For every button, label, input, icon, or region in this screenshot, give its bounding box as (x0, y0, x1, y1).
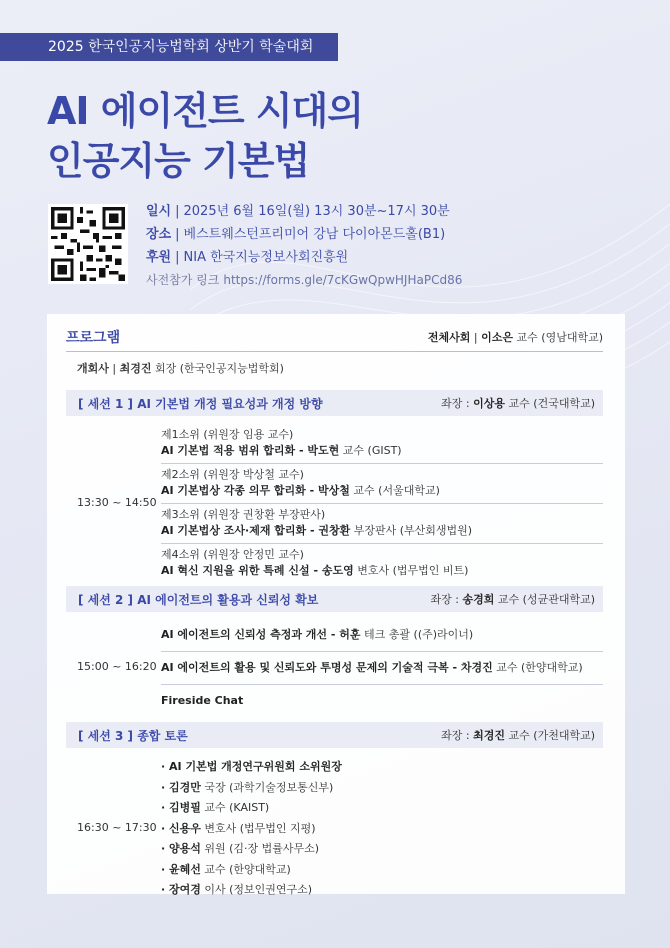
program-title: 프로그램 (66, 330, 121, 346)
session-1-time: 13:30 ~ 14:50 (77, 496, 157, 509)
list-item: AI 에이전트의 활용 및 신뢰도와 투명성 문제의 기술적 극복 - 차경진 교수 (한양대학교) (161, 652, 603, 685)
list-item: Fireside Chat (161, 694, 244, 707)
title-line-1: AI 에이전트 시대의 (47, 89, 363, 133)
session-3-items (161, 757, 603, 901)
session-2-items (161, 619, 603, 717)
list-item: AI 에이전트의 신뢰성 측정과 개선 - 허훈 테크 총괄 ((주)라이너) (161, 619, 603, 652)
title-line-2: 인공지능 기본법 (47, 139, 310, 183)
session-2-header: [ 세션 2 ] AI 에이전트의 활용과 신뢰성 확보 좌장 : 송경희 교수 (성균관대학교) (66, 586, 603, 612)
session-1-items (161, 424, 603, 583)
session-1-header: [ 세션 1 ] AI 기본법 개정 필요성과 개정 방향 좌장 : 이상용 교수 (건국대학교) (66, 390, 603, 416)
list-item: · 김병필 교수 (KAIST) (161, 801, 270, 814)
list-item: 제4소위 (위원장 안정민 교수) AI 혁신 지원을 위한 특례 신설 - 송도영 변호사 (법무법인 비트) (161, 548, 469, 577)
place-row: 장소 | 베스트웨스턴프리미어 강남 다이아몬드홀(B1) (146, 227, 446, 242)
list-item: · 양용석 위원 (김·장 법률사무소) (161, 842, 320, 855)
registration-row: 사전참가 링크 https://forms.gle/7cKGwQpwHJHaPCd86 (146, 273, 463, 287)
session-3-header: [ 세션 3 ] 종합 토론 좌장 : 최경진 교수 (가천대학교) (66, 722, 603, 748)
list-item: · 김경만 국장 (과학기술정보통신부) (161, 780, 334, 794)
opening-remarks: 개회사 | 최경진 회장 (한국인공지능법학회) (77, 362, 284, 375)
list-item: · 장여경 이사 (정보인권연구소) (161, 883, 313, 896)
list-item: · 윤혜선 교수 (한양대학교) (161, 862, 291, 876)
qr-code-icon[interactable] (48, 204, 128, 284)
event-info (146, 200, 462, 292)
program-header (66, 324, 603, 350)
sponsor-row: 후원 | NIA 한국지능정보사회진흥원 (146, 250, 349, 265)
list-item: 제1소위 (위원장 임용 교수) AI 기본법 적용 범위 합리화 - 박도현 교수 (GIST) (161, 424, 603, 464)
session-2-time: 15:00 ~ 16:20 (77, 660, 157, 673)
list-item: · AI 기본법 개정연구위원회 소위원장 (161, 760, 342, 773)
event-badge: 2025 한국인공지능법학회 상반기 학술대회 (0, 33, 338, 61)
divider (66, 351, 603, 352)
program-panel (47, 314, 625, 894)
page-title (47, 86, 363, 186)
list-item: · 신용우 변호사 (법무법인 지평) (161, 821, 316, 835)
registration-link[interactable]: https://forms.gle/7cKGwQpwHJHaPCd86 (223, 273, 463, 287)
mc-info: 전체사회 | 이소은 교수 (영남대학교) (427, 331, 603, 344)
date-row: 일시 | 2025년 6월 16일(월) 13시 30분~17시 30분 (146, 204, 450, 219)
session-3-time: 16:30 ~ 17:30 (77, 821, 157, 834)
list-item: 제2소위 (위원장 박상철 교수) AI 기본법상 각종 의무 합리화 - 박상철 교수 (서울대학교) (161, 464, 603, 504)
list-item: 제3소위 (위원장 권창환 부장판사) AI 기본법상 조사·제재 합리화 - 권창환 부장판사 (부산회생법원) (161, 504, 603, 544)
